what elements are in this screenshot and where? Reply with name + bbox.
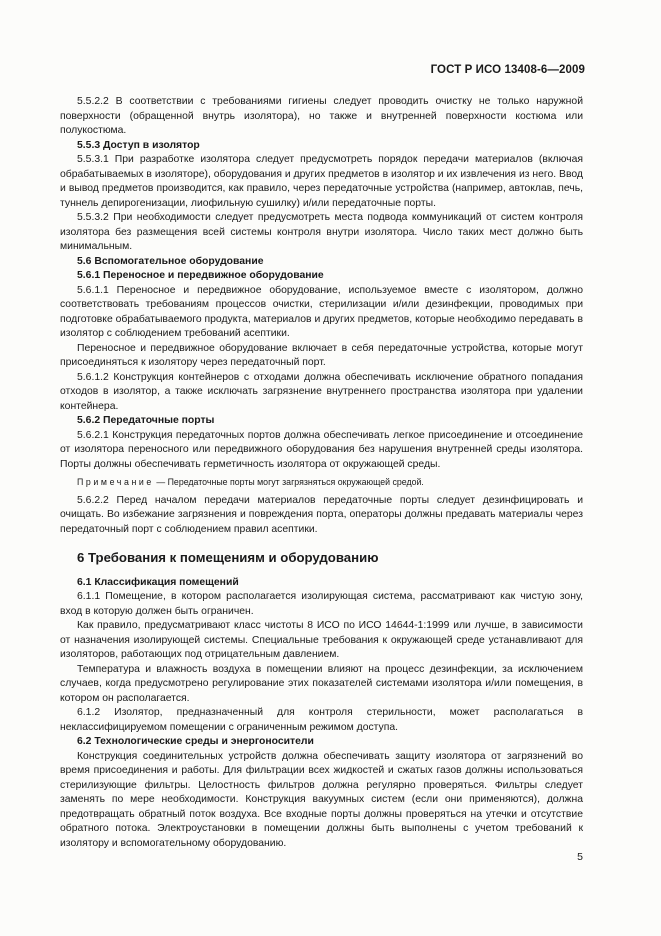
- heading-5-6: 5.6 Вспомогательное оборудование: [77, 255, 264, 267]
- paragraph-5-6-1-1: 5.6.1.1 Переносное и передвижное оборудование, используемое вместе с изолятором, должно соответствовать требованиям процессов очистки, стерилизации и/или дезинфекции, проводимых при подготовке обрабатываемого продукта, материалов и других предметов, которые необходимо передавать в изолятор с соблюдением требований асептики.: [60, 284, 583, 339]
- note-text: — Передаточные порты могут загрязняться окружающей средой.: [153, 477, 424, 487]
- paragraph-5-5-2-2: 5.5.2.2 В соответствии с требованиями гигиены следует проводить очистку не только наружной поверхности (обращенной внутрь изолятора), но также и внутренней поверхности костюма или полукостюма.: [60, 96, 583, 136]
- section-6-title: 6 Требования к помещениям и оборудованию: [77, 550, 379, 565]
- paragraph-6-1-2: 6.1.2 Изолятор, предназначенный для контроля стерильности, может располагаться в неклассифицируемом помещении с ограниченным режимом доступа.: [60, 707, 583, 733]
- heading-6-1: 6.1 Классификация помещений: [77, 576, 239, 588]
- page-number: 5: [577, 851, 583, 863]
- paragraph-cleanliness-class: Как правило, предусматривают класс чистоты 8 ИСО по ИСО 14644-1:1999 или лучше, в зависимости от назначения изолирующей системы. Специальные требования к окружающей среде устанавливают для изоляторов, работающих под отрицательным давлением.: [60, 620, 583, 660]
- paragraph-5-6-2-2: 5.6.2.2 Перед началом передачи материалов передаточные порты следует дезинфицировать и очищать. Во избежание загрязнения и повреждения порта, операторы должны предавать материалы через передаточный порт с соблюдением правил асептики.: [60, 494, 583, 535]
- paragraph-5-5-3-2: 5.5.3.2 При необходимости следует предусмотреть места подвода коммуникаций от систем контроля изолятора без размещения всей системы контроля внутри изолятора. Число таких мест должно быть минимальным.: [60, 212, 583, 252]
- paragraph-temperature-humidity: Температура и влажность воздуха в помещении влияют на процесс дезинфекции, за исключением случаев, когда предусмотрено регулирование этих показателей системами изолятора и/или помещения, в котором он располагается.: [60, 663, 583, 704]
- document-header: ГОСТ Р ИСО 13408-6—2009: [430, 64, 585, 76]
- paragraph-mobile-equipment: Переносное и передвижное оборудование включает в себя передаточные устройства, которые могут присоединяться к изолятору через передаточный порт.: [60, 342, 583, 368]
- heading-5-6-2: 5.6.2 Передаточные порты: [77, 415, 215, 426]
- paragraph-5-6-2-1: 5.6.2.1 Конструкция передаточных портов должна обеспечивать легкое присоединение и отсоединение от изолятора переносного или передвижного оборудования без нарушения внутренней среды изолятора. Порты должны обеспечивать герметичность изолятора от окружающей среды.: [60, 429, 583, 470]
- note: [60, 475, 583, 490]
- paragraph-5-5-3-1: 5.5.3.1 При разработке изолятора следует предусмотреть порядок передачи материалов (включая обрабатываемых в изоляторе), оборудования и других предметов в изолятор и их извлечения из него. Ввод и вывод предметов производится, как правило, через передаточные устройства (например, автоклав, печь, туннель депирогенизации, лиофильную сушилку) и/или передаточные порты.: [60, 154, 583, 209]
- note-label: Примечание: [77, 477, 154, 487]
- paragraph-5-6-1-2: 5.6.1.2 Конструкция контейнеров с отходами должна обеспечивать исключение обратного попадания отходов в изолятор, а также исключать загрязнение внутреннего пространства изолятора при удалении контейнера.: [60, 371, 583, 412]
- heading-5-6-1: 5.6.1 Переносное и передвижное оборудование: [77, 270, 324, 281]
- document-body: [60, 95, 583, 851]
- paragraph-6-2-body: Конструкция соединительных устройств должна обеспечивать защиту изолятора от загрязнений во время присоединения и работы. Для фильтрации всех жидкостей и сжатых газов должны использоваться стерилизующие фильтры. Целостность фильтров должна регулярно проверяться. Фильтры следует заменять по мере необходимости. Конструкция вакуумных систем (если они применяются), должна предотвращать обратный поток воздуха. Все входные порты должны проверяться на утечки и отсутствие обратного потока. Электроустановки в помещении должны быть выполнены с учетом требований к изолятору и вспомогательному оборудованию.: [60, 750, 583, 849]
- heading-5-5-3: 5.5.3 Доступ в изолятор: [77, 139, 200, 151]
- heading-6-2: 6.2 Технологические среды и энергоносители: [77, 736, 314, 747]
- paragraph-6-1-1: 6.1.1 Помещение, в котором располагается изолирующая система, рассматривают как чистую зону, вход в которую должен быть ограничен.: [60, 591, 583, 617]
